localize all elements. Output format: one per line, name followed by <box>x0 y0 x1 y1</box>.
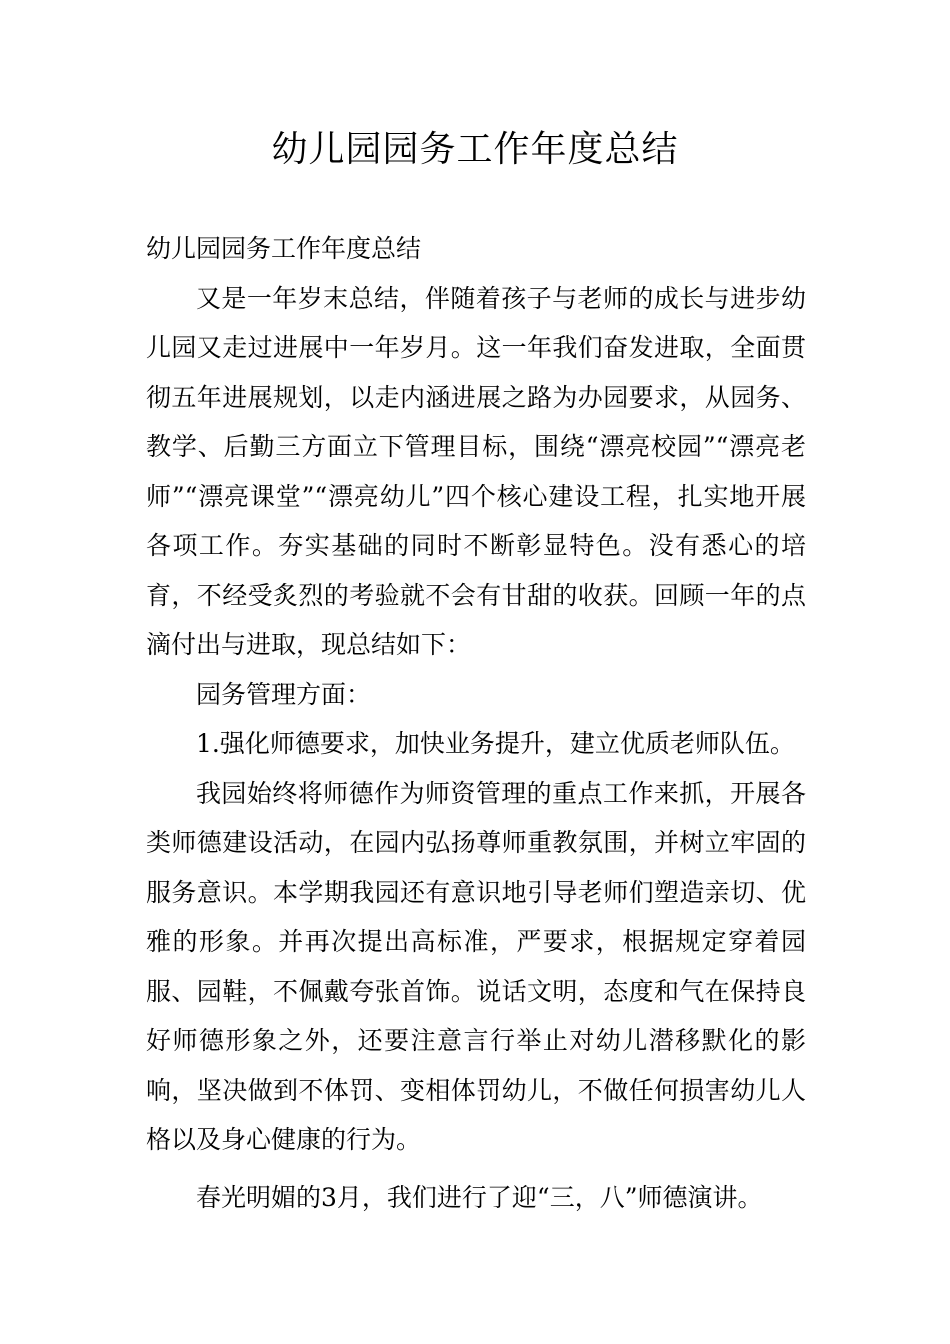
paragraph-teacher-ethics: 我园始终将师德作为师资管理的重点工作来抓，开展各类师德建设活动，在园内弘扬尊师重教氛围，并树立牢固的服务意识。本学期我园还有意识地引导老师们塑造亲切、优雅的形象。并再次提出高标准，严要求，根据规定穿着园服、园鞋，不佩戴夸张首饰。说话文明，态度和气在保持良好师德形象之外，还要注意言行举止对幼儿潜移默化的影响，坚决做到不体罚、变相体罚幼儿，不做任何损害幼儿人格以及身心健康的行为。 <box>146 778 806 1154</box>
document-body <box>146 224 806 1222</box>
paragraph-march-speech: 春光明媚的3月，我们进行了迎“三，八”师德演讲。 <box>196 1182 763 1212</box>
section-heading-management: 园务管理方面： <box>196 679 372 709</box>
body-subtitle: 幼儿园园务工作年度总结 <box>146 234 422 263</box>
document-title: 幼儿园园务工作年度总结 <box>271 129 679 170</box>
list-item-1: 1.强化师德要求，加快业务提升，建立优质老师队伍。 <box>196 729 795 758</box>
paragraph-intro: 又是一年岁末总结，伴随着孩子与老师的成长与进步幼儿园又走过进展中一年岁月。这一年我们奋发进取，全面贯彻五年进展规划，以走内涵进展之路为办园要求，从园务、教学、后勤三方面立下管理目标，围绕“漂亮校园”“漂亮老师”“漂亮课堂”“漂亮幼儿”四个核心建设工程，扎实地开展各项工作。夯实基础的同时不断彰显特色。没有悉心的培育，不经受炙烈的考验就不会有甘甜的收获。回顾一年的点滴付出与进取，现总结如下： <box>146 283 806 659</box>
